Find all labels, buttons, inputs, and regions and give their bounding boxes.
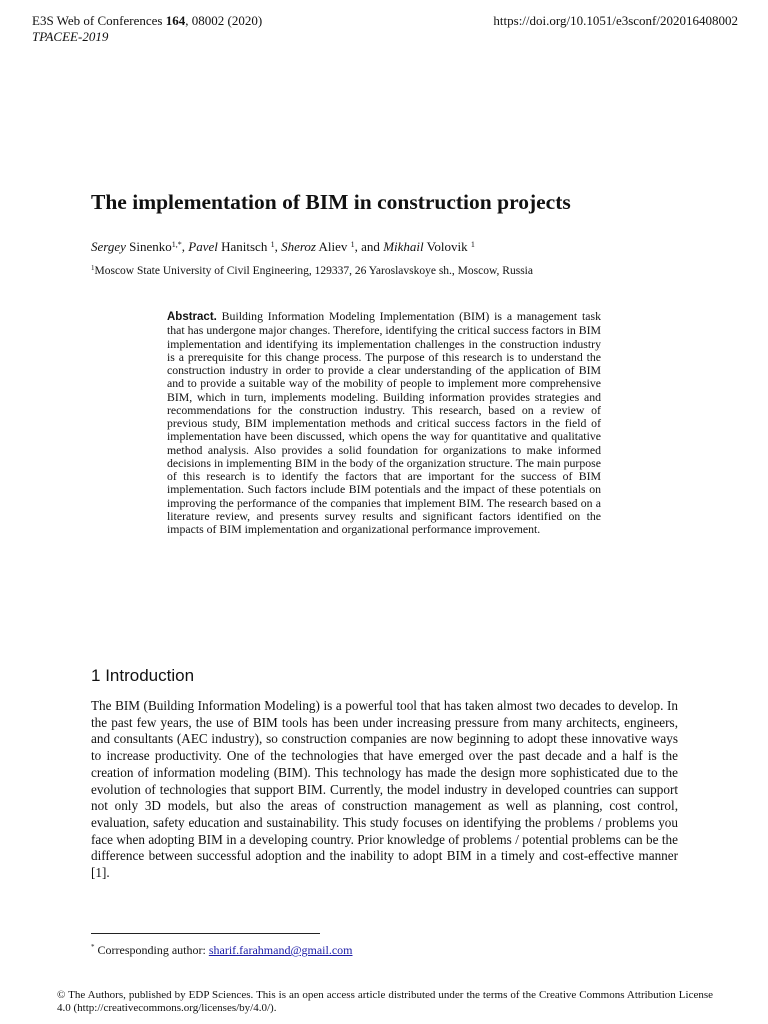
volume-number: 164 bbox=[165, 13, 186, 28]
journal-citation: E3S Web of Conferences 164, 08002 (2020) bbox=[32, 13, 263, 28]
introduction-paragraph: The BIM (Building Information Modeling) is a powerful tool that has taken almost two decades to develop. In the past few years, the use of BIM tools has been under increasing pressure from many architects, engineers, and consultants (AEC industry), so construction companies are now beginning to adopt these innovative ways to increase productivity. One of the technologies that have emerged over the past decade and a half is the creation of information modeling (BIM). This technology has made the design more sophisticated due to the evolution of technologies that support BIM. Currently, the model industry in developed countries can support not only 3D models, but also the areas of construction management as well as planning, cost control, evaluation, safety education and sustainability. This study focuses on identifying the problems / problems you face when adopting BIM in a developing country. Prior knowledge of problems / potential problems can be the difference between successful adoption and the inability to adopt BIM in a timely and cost-effective manner [1]. bbox=[91, 698, 678, 881]
author: Mikhail Volovik $^1$ bbox=[383, 239, 475, 254]
footnote: * Corresponding author: sharif.farahmand@gmail.com bbox=[91, 943, 353, 957]
paper-title: The implementation of BIM in construction projects bbox=[91, 190, 571, 214]
abstract bbox=[167, 310, 601, 536]
running-header bbox=[32, 13, 262, 45]
conference-name: TPACEE-2019 bbox=[32, 29, 109, 44]
abstract-text: Building Information Modeling Implementation (BIM) is a management task that has undergone major changes. Therefore, identifying the critical success factors in BIM implementation and identifying its implementation challenges in the construction industry is a prerequisite for this change process. The purpose of this research is to understand the construction industry in order to provide a clear understanding of the application of BIM and to provide a suitable way of the mobility of people to implement more comprehensive BIM, which in turn, implements modeling. Building information provides strategies and recommendations for the construction industry. This research, based on a review of previous study, BIM implementation methods and critical success factors in the field of implementation have been discussed, which opens the way for quantitative and qualitative method analysis. Also provides a solid foundation for organizations to make informed decisions in implementing BIM in the body of the organization structure. The main purpose of this research is to identify the factors that are important for the success of BIM implementation. Such factors include BIM potentials and the impact of these potentials on improving the performance of the companies that implement BIM. The research based on a literature review, and presents survey results and significant factors identified on the impacts of BIM implementation and organizational performance improvement. bbox=[167, 309, 601, 536]
footnote-divider bbox=[91, 933, 320, 934]
author: Pavel Hanitsch $^1$ bbox=[188, 239, 275, 254]
email-link[interactable]: sharif.farahmand@gmail.com bbox=[208, 943, 353, 957]
abstract-label: Abstract. bbox=[167, 311, 217, 323]
license-notice: © The Authors, published by EDP Sciences. This is an open access article distributed under the terms of the Creative Commons Attribution License 4.0 (http://creativecommons.org/licenses/by/4.0/). bbox=[57, 989, 713, 1014]
section-heading: 1 Introduction bbox=[91, 666, 195, 685]
doi-link[interactable]: https://doi.org/10.1051/e3sconf/202016408002 bbox=[493, 13, 738, 28]
author-list: Sergey Sinenko$^{1,*}$, Pavel Hanitsch $^1$, Sheroz Aliev $^1$, and Mikhail Volovik $^1$ bbox=[91, 239, 475, 254]
author: Sergey Sinenko$^{1,*}$ bbox=[91, 239, 182, 254]
author: Sheroz Aliev $^1$ bbox=[281, 239, 355, 254]
affiliation: $^1$Moscow State University of Civil Engineering, 129337, 26 Yaroslavskoye sh., Moscow, Russia bbox=[91, 264, 533, 277]
